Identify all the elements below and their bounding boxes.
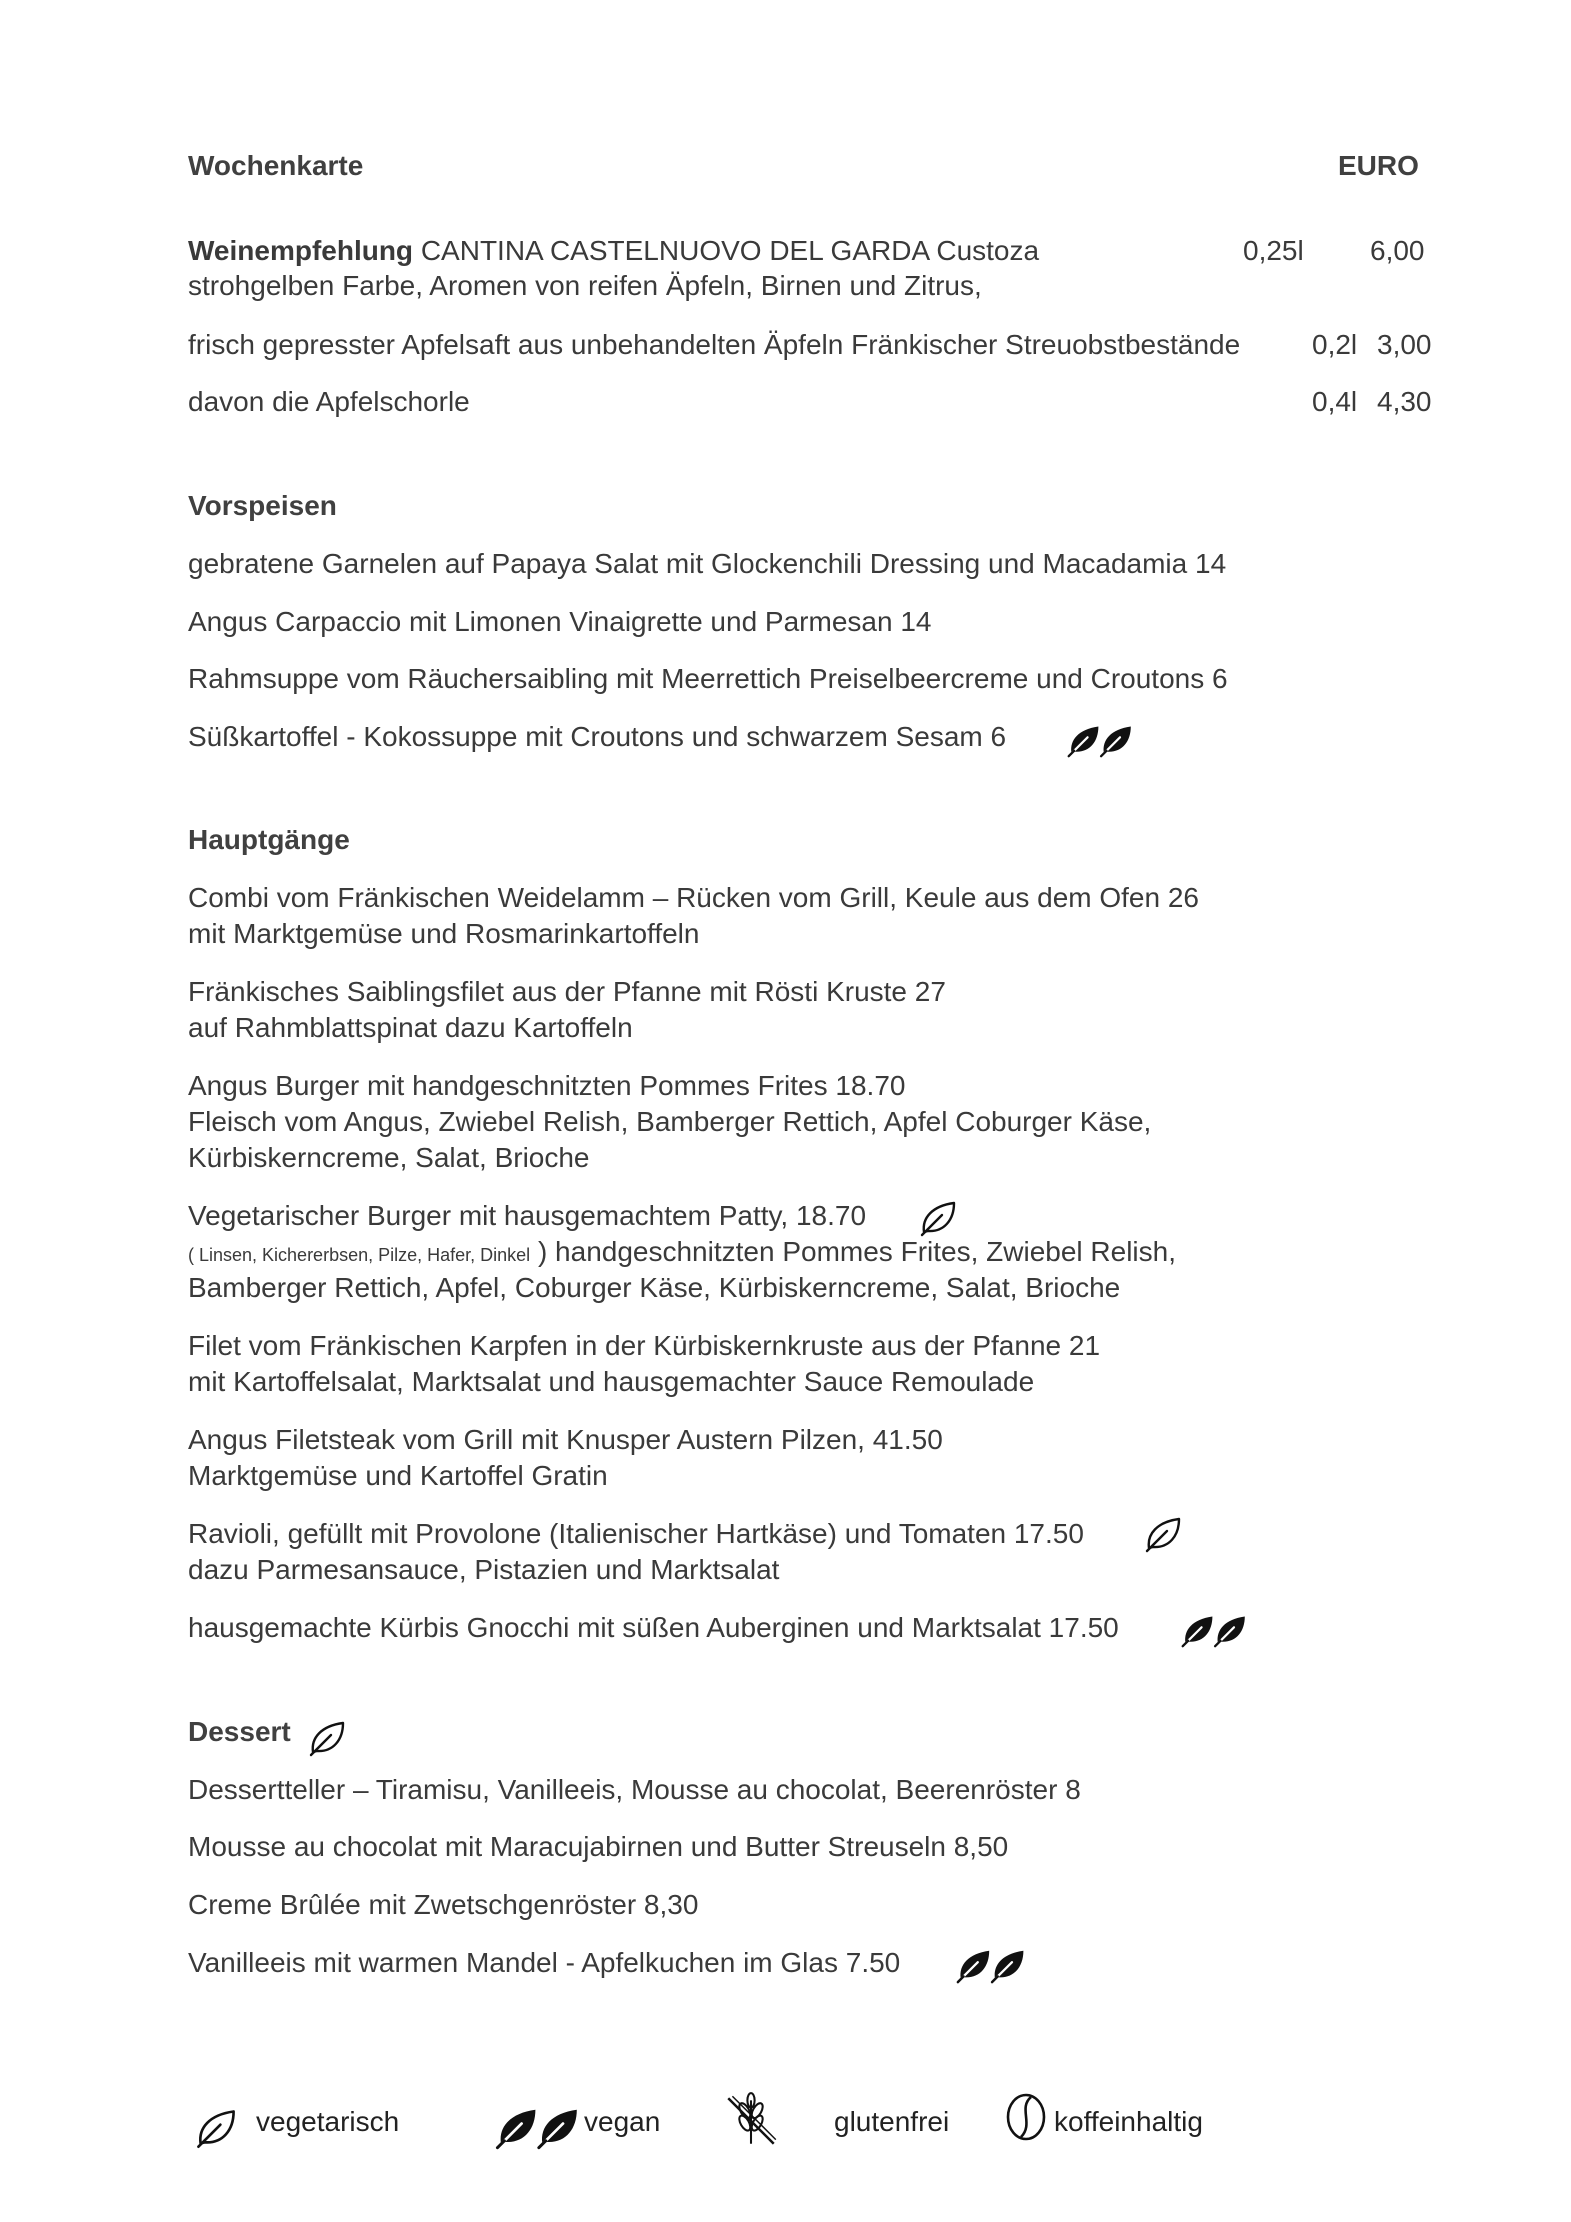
- ingredients-note: ( Linsen, Kichererbsen, Pilze, Hafer, Dinkel: [188, 1245, 531, 1265]
- list-item: Dessertteller – Tiramisu, Vanilleeis, Mousse au chocolat, Beerenröster 8: [188, 1774, 1081, 1805]
- list-item: Angus Carpaccio mit Limonen Vinaigrette und Parmesan 14: [188, 606, 932, 637]
- double-leaf-filled-icon: [490, 2104, 590, 2150]
- wine-recommendation: [188, 233, 1039, 269]
- list-item: Vegetarischer Burger mit hausgemachtem Patty, 18.70: [188, 1200, 867, 1231]
- vegan-icon: [1066, 722, 1138, 758]
- wine-price: 6,00: [1370, 235, 1425, 266]
- list-item-text: Süßkartoffel - Kokossuppe mit Croutons und schwarzem Sesam 6: [188, 721, 1007, 752]
- page-title: Wochenkarte: [188, 150, 364, 181]
- leaf-outline-icon: [194, 2106, 238, 2150]
- list-item: Vanilleeis mit warmen Mandel - Apfelkuchen im Glas 7.50: [188, 1947, 901, 1978]
- list-item-detail-text: ) handgeschnitzten Pommes Frites, Zwiebel Relish,: [530, 1236, 1176, 1267]
- wine-name: CANTINA CASTELNUOVO DEL GARDA Custoza: [420, 235, 1040, 266]
- legend-vegan: vegan: [584, 2106, 661, 2137]
- currency-label: EURO: [1338, 150, 1419, 181]
- list-item: gebratene Garnelen auf Papaya Salat mit Glockenchili Dressing und Macadamia 14: [188, 548, 1227, 579]
- list-item: hausgemachte Kürbis Gnocchi mit süßen Auberginen und Marktsalat 17.50: [188, 1612, 1119, 1643]
- schorle-volume: 0,4l: [1312, 386, 1358, 417]
- list-item-detail: dazu Parmesansauce, Pistazien und Marktsalat: [188, 1554, 780, 1585]
- wine-label: Weinempfehlung: [188, 235, 414, 266]
- wine-volume: 0,25l: [1243, 235, 1304, 266]
- vegetarian-icon: [306, 1718, 348, 1758]
- vegetarian-icon: [918, 1198, 958, 1238]
- list-item: Combi vom Fränkischen Weidelamm – Rücken vom Grill, Keule aus dem Ofen 26: [188, 882, 1199, 913]
- legend-glutenfree: glutenfrei: [834, 2106, 950, 2137]
- list-item-detail: [188, 1234, 1176, 1273]
- schorle-price: 4,30: [1377, 386, 1432, 417]
- list-item-detail: Fleisch vom Angus, Zwiebel Relish, Bamberger Rettich, Apfel Coburger Käse,: [188, 1106, 1152, 1137]
- list-item: Angus Filetsteak vom Grill mit Knusper Austern Pilzen, 41.50: [188, 1424, 943, 1455]
- list-item: Filet vom Fränkischen Karpfen in der Kürbiskernkruste aus der Pfanne 21: [188, 1330, 1101, 1361]
- vegan-icon: [1180, 1612, 1252, 1648]
- list-item: Ravioli, gefüllt mit Provolone (Italienischer Hartkäse) und Tomaten 17.50: [188, 1518, 1084, 1549]
- list-item: Mousse au chocolat mit Maracujabirnen und Butter Streuseln 8,50: [188, 1831, 1009, 1862]
- list-item: Creme Brûlée mit Zwetschgenröster 8,30: [188, 1889, 699, 1920]
- list-item: Angus Burger mit handgeschnitzten Pommes Frites 18.70: [188, 1070, 906, 1101]
- juice-item: frisch gepresster Apfelsaft aus unbehandelten Äpfeln Fränkischer Streuobstbestände: [188, 329, 1241, 360]
- coffee-bean-icon: [1004, 2092, 1048, 2142]
- legend-caffeine: koffeinhaltig: [1054, 2106, 1203, 2137]
- section-heading-dessert: Dessert: [188, 1716, 291, 1747]
- list-item-detail: Marktgemüse und Kartoffel Gratin: [188, 1460, 608, 1491]
- wine-description: strohgelben Farbe, Aromen von reifen Äpfeln, Birnen und Zitrus,: [188, 270, 982, 301]
- list-item-detail: mit Kartoffelsalat, Marktsalat und hausgemachter Sauce Remoulade: [188, 1366, 1035, 1397]
- list-item-detail: Kürbiskerncreme, Salat, Brioche: [188, 1142, 590, 1173]
- list-item: Fränkisches Saiblingsfilet aus der Pfanne mit Rösti Kruste 27: [188, 976, 946, 1007]
- vegetarian-icon: [1143, 1514, 1183, 1554]
- section-heading-mains: Hauptgänge: [188, 824, 350, 855]
- list-item-detail: auf Rahmblattspinat dazu Kartoffeln: [188, 1012, 633, 1043]
- juice-volume: 0,2l: [1312, 329, 1358, 360]
- list-item-detail: Bamberger Rettich, Apfel, Coburger Käse, Kürbiskerncreme, Salat, Brioche: [188, 1272, 1121, 1303]
- list-item: [188, 719, 1006, 755]
- section-heading-starters: Vorspeisen: [188, 490, 337, 521]
- schorle-item: davon die Apfelschorle: [188, 386, 470, 417]
- juice-price: 3,00: [1377, 329, 1432, 360]
- list-item: Rahmsuppe vom Räuchersaibling mit Meerrettich Preiselbeercreme und Croutons 6: [188, 663, 1228, 694]
- legend-vegetarian: vegetarisch: [256, 2106, 400, 2137]
- vegan-icon: [953, 1946, 1033, 1984]
- list-item-detail: mit Marktgemüse und Rosmarinkartoffeln: [188, 918, 700, 949]
- crossed-wheat-icon: [720, 2090, 782, 2152]
